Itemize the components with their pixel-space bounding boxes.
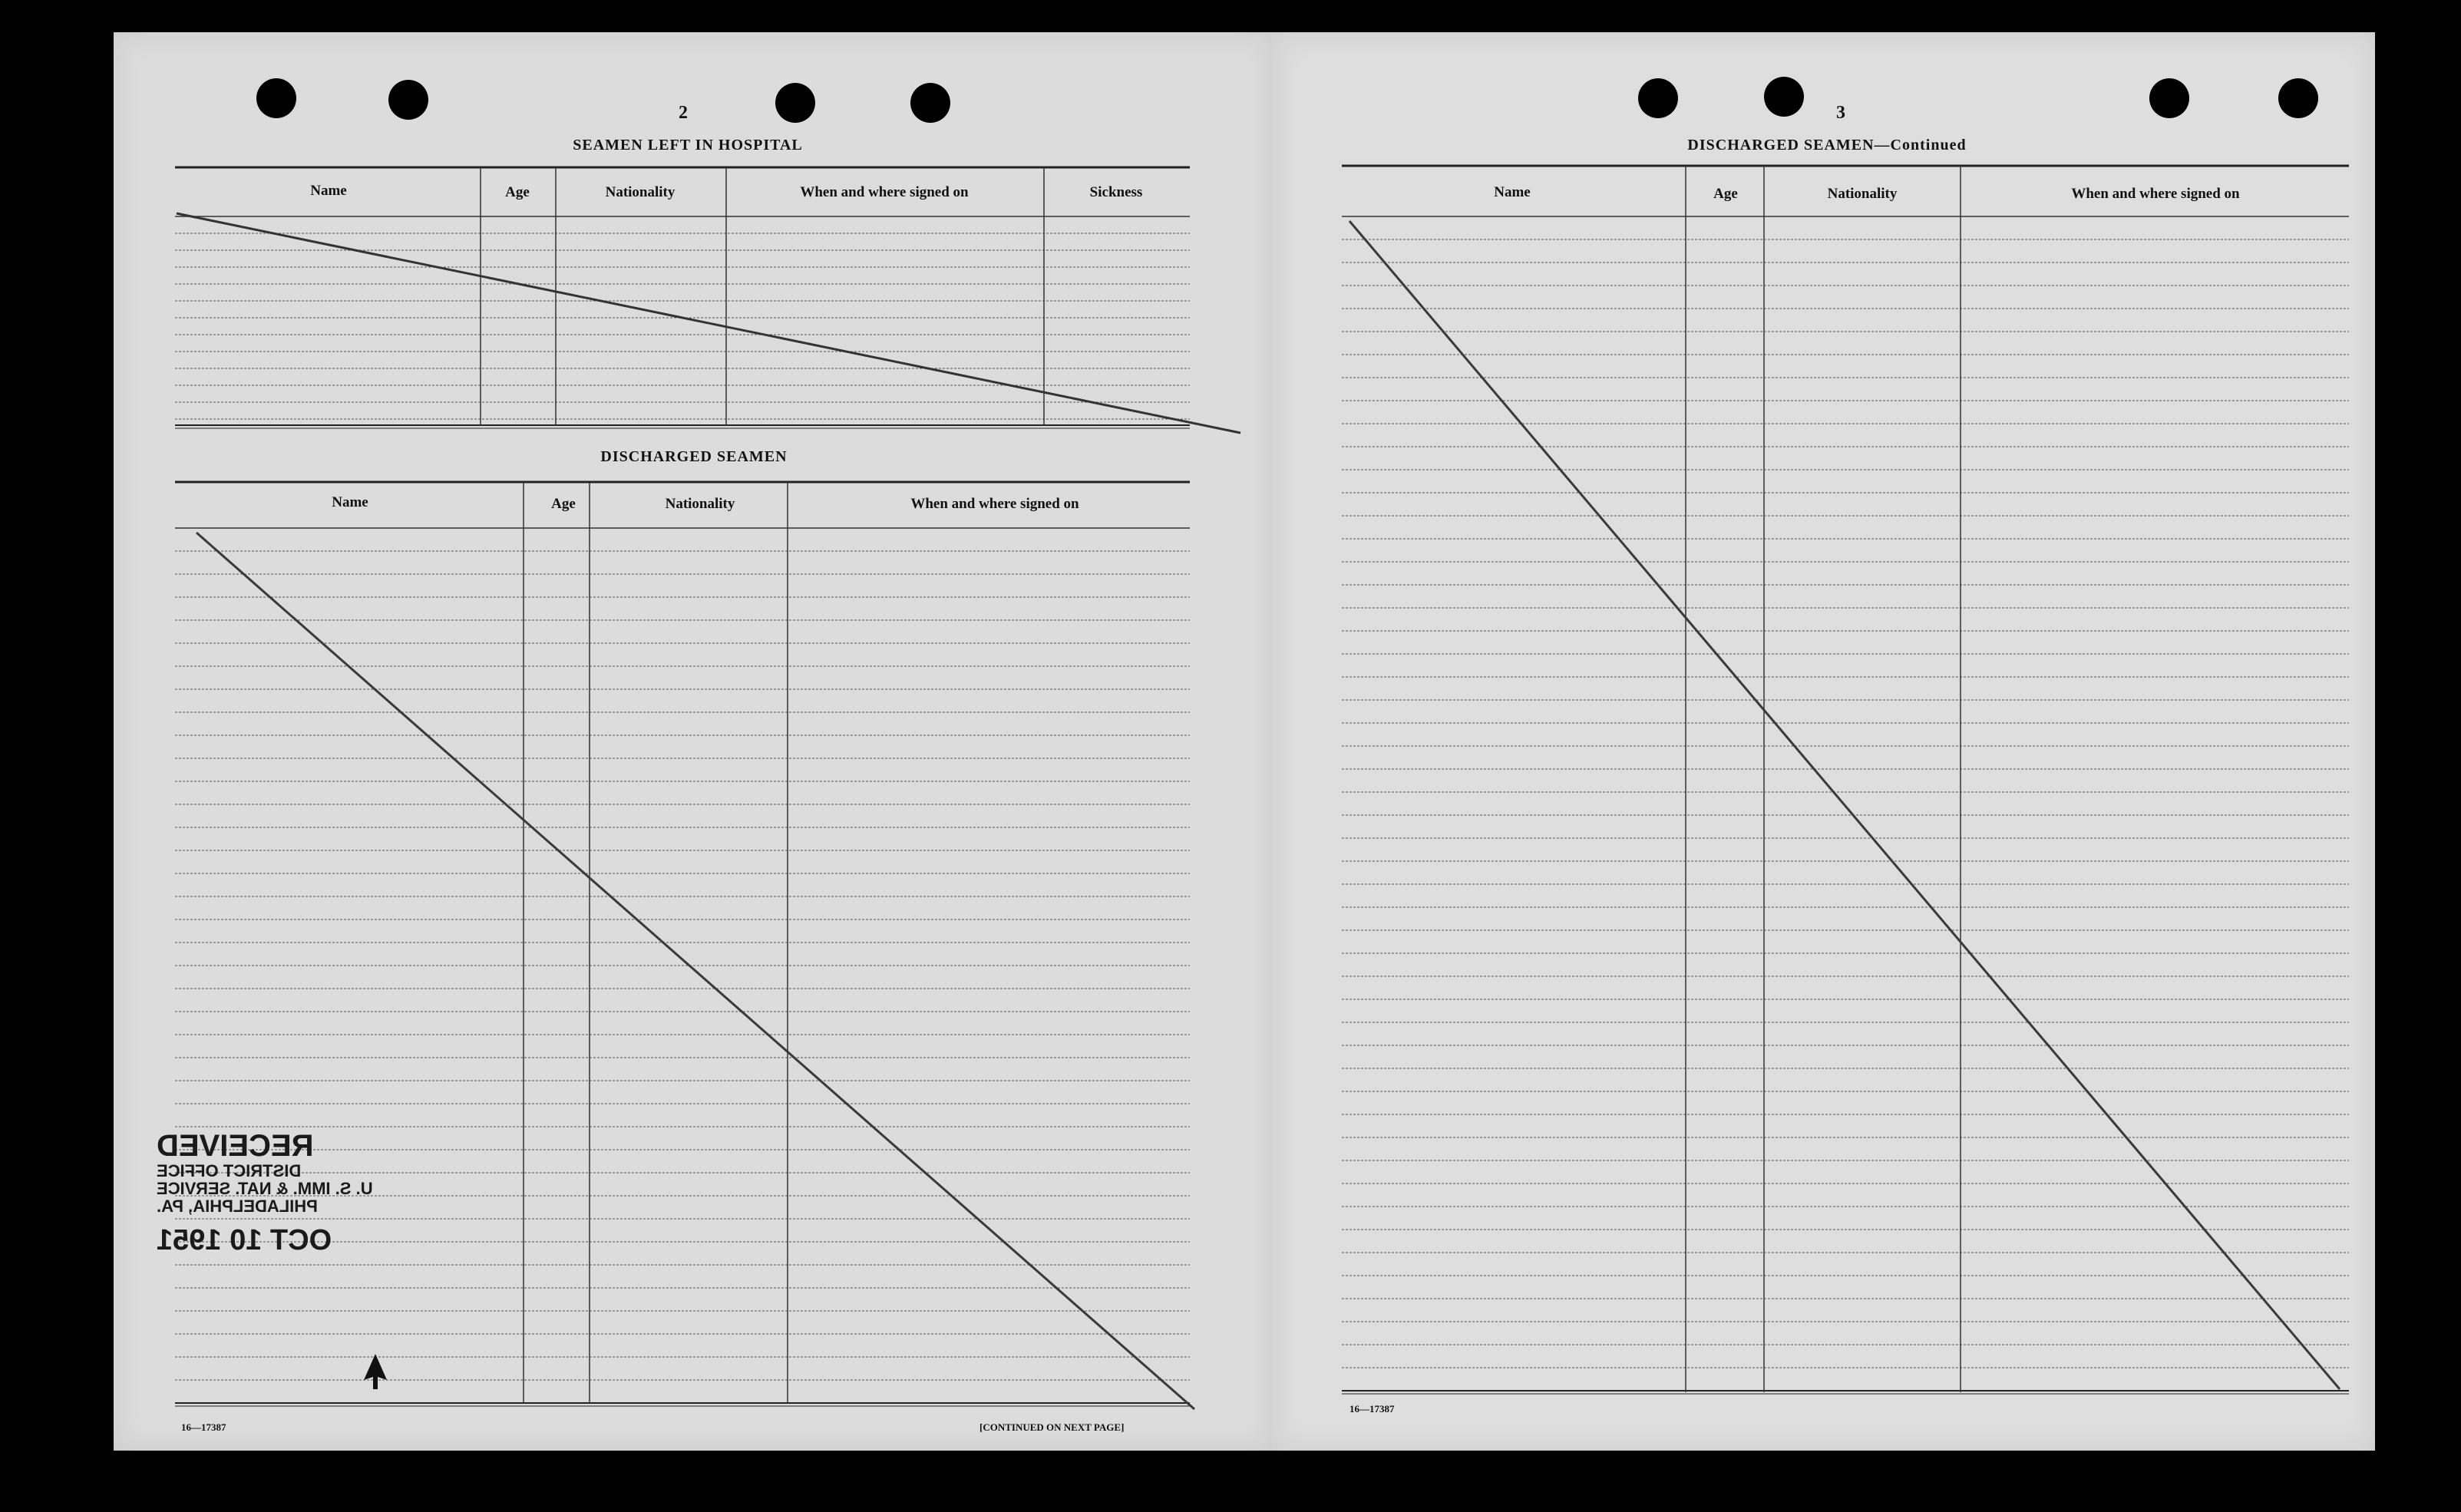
form-number: 16—17387 xyxy=(181,1421,226,1433)
discharged-col-name: Name xyxy=(332,494,368,510)
stamp-arrow-icon xyxy=(364,1354,387,1389)
continued-col-name: Name xyxy=(1494,184,1531,200)
stamp-service-text: U. S. IMM. & NAT. SERVICE xyxy=(157,1179,373,1199)
stamp-date-text: OCT 10 1951 xyxy=(157,1224,332,1257)
page-number: 3 xyxy=(1836,103,1845,123)
discharged-col-age: Age xyxy=(551,496,576,512)
stamp-district-text: DISTRICT OFFICE xyxy=(157,1161,302,1180)
page-number: 2 xyxy=(679,103,688,123)
continued-col-age: Age xyxy=(1713,186,1738,202)
stamp-received-text: RECEIVED xyxy=(157,1129,314,1163)
hospital-col-name: Name xyxy=(310,183,347,199)
discharged-col-signed-on: When and where signed on xyxy=(910,496,1079,512)
continued-col-signed-on: When and where signed on xyxy=(2071,186,2240,202)
continued-col-nationality: Nationality xyxy=(1827,186,1898,202)
stamp-city-text: PHILADELPHIA, PA. xyxy=(157,1197,318,1217)
hospital-section-title: SEAMEN LEFT IN HOSPITAL xyxy=(573,137,803,154)
discharged-continued-title: DISCHARGED SEAMEN—Continued xyxy=(1687,137,1967,154)
continued-note: [CONTINUED ON NEXT PAGE] xyxy=(979,1421,1125,1433)
right-page xyxy=(1273,32,2375,1451)
left-page xyxy=(114,32,1273,1451)
right-page-ruling xyxy=(1273,32,2375,1451)
hospital-col-nationality: Nationality xyxy=(605,184,676,200)
received-stamp xyxy=(157,1130,448,1256)
discharged-col-nationality: Nationality xyxy=(665,496,735,512)
hospital-col-signed-on: When and where signed on xyxy=(800,184,969,200)
hospital-col-sickness: Sickness xyxy=(1089,184,1143,200)
hospital-col-age: Age xyxy=(505,184,530,200)
form-number: 16—17387 xyxy=(1349,1403,1395,1415)
discharged-section-title: DISCHARGED SEAMEN xyxy=(600,448,788,465)
